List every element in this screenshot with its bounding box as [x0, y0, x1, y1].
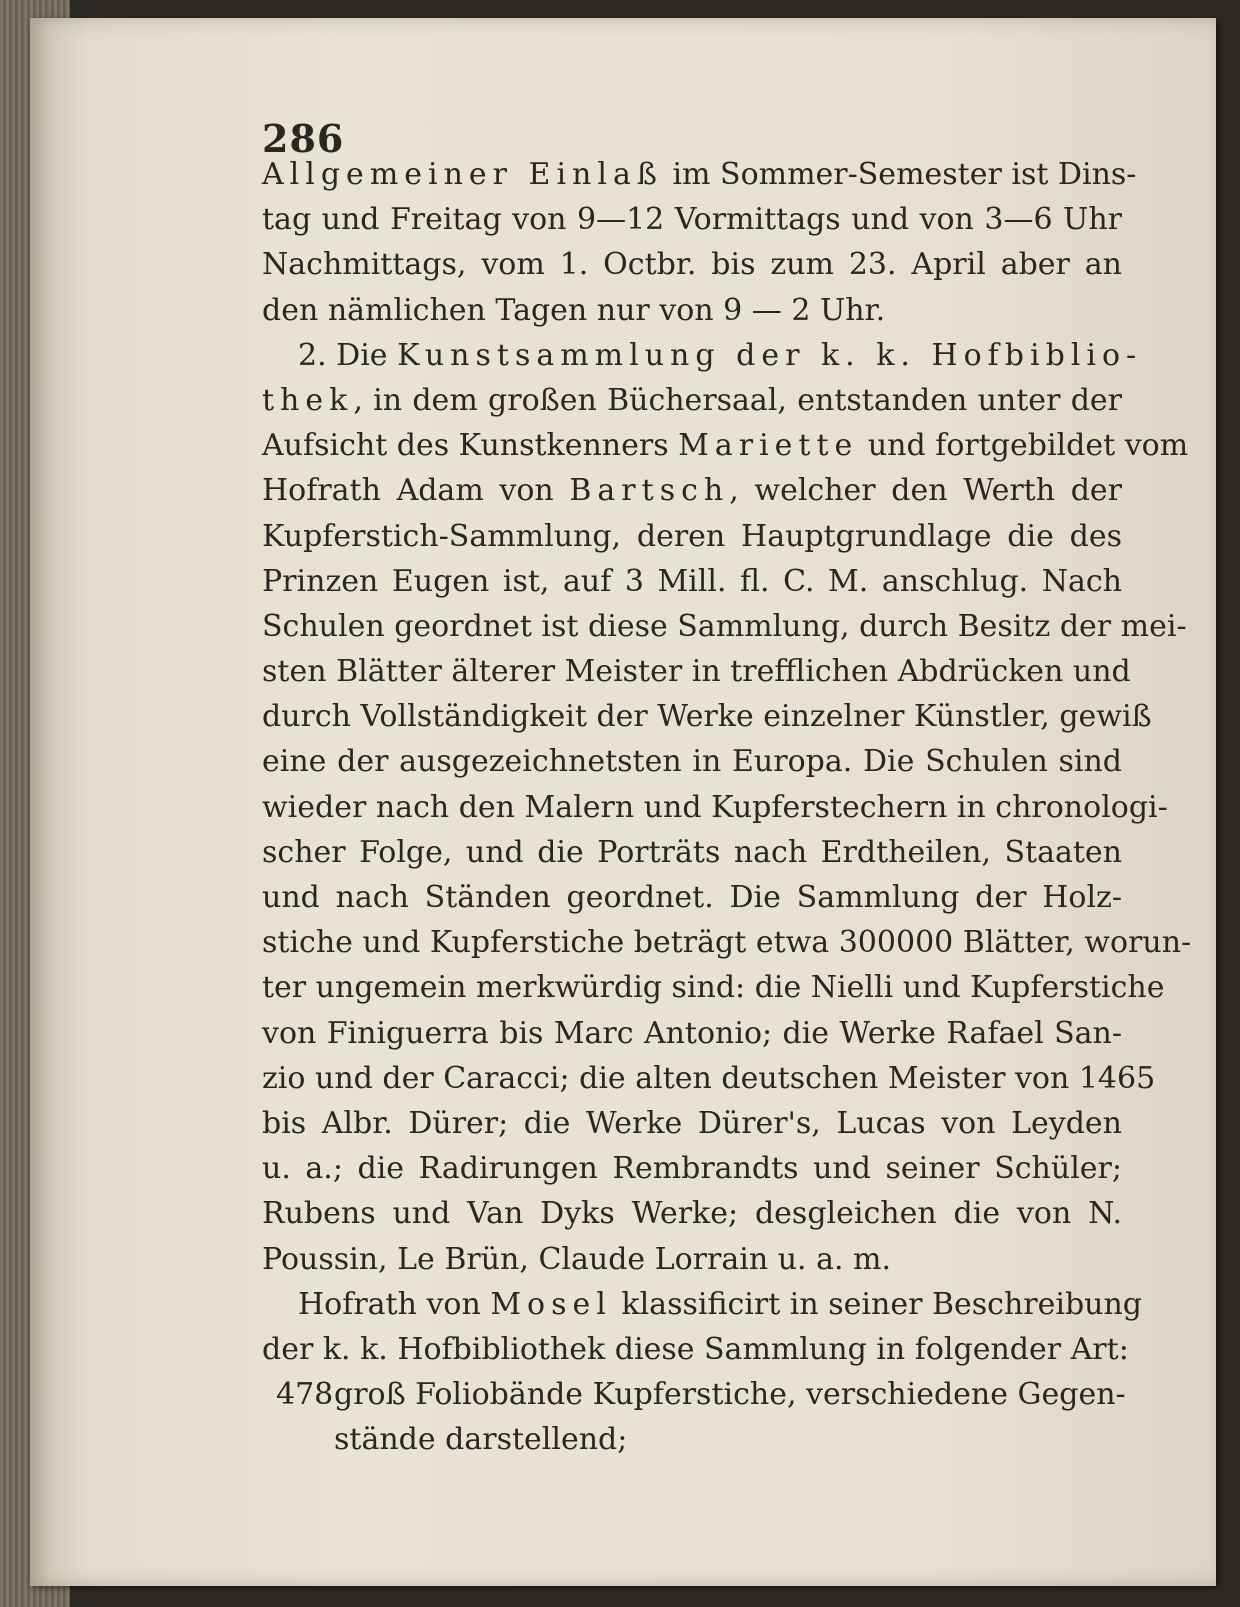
text-line: [262, 1417, 1122, 1462]
text-run: Poussin, Le Brün, Claude Lorrain u. a. m.: [262, 1241, 892, 1277]
emphasized-text: Allgemeiner Einlaß: [262, 157, 663, 192]
text-line: [262, 288, 1122, 333]
text-line: [262, 1282, 1143, 1327]
text-run: Rubens und Van Dyks Werke; desgleichen die von N.: [262, 1196, 1122, 1232]
text-run: tag und Freitag von 9—12 Vormittags und von 3—6 Uhr: [262, 202, 1122, 238]
text-line: [262, 423, 1189, 468]
emphasized-text: Mosel: [490, 1286, 612, 1322]
text-run: bis Albr. Dürer; die Werke Dürer's, Lucas von Leyden: [262, 1105, 1122, 1141]
text-line: [262, 1101, 1122, 1146]
emphasized-text: Bartsch: [569, 473, 730, 509]
text-line: [262, 875, 1122, 920]
text-line: [262, 1191, 1122, 1236]
text-run: , in dem großen Büchersaal, entstanden unter der: [353, 382, 1122, 418]
text-run: Nachmittags, vom 1. Octbr. bis zum 23. April aber an: [262, 247, 1122, 283]
text-run: durch Vollständigkeit der Werke einzelner Künstler, gewiß: [262, 699, 1152, 735]
text-run: ter ungemein merkwürdig sind: die Nielli und Kupferstiche: [262, 970, 1165, 1006]
text-line: [262, 739, 1122, 784]
text-run: wieder nach den Malern und Kupferstechern in chronologi-: [262, 789, 1168, 825]
text-run: von Finiguerra bis Marc Antonio; die Werke Rafael San-: [262, 1015, 1122, 1051]
text-line: [262, 920, 1192, 965]
text-run: klassificirt in seiner Beschreibung: [611, 1286, 1143, 1322]
text-run: 2. Die: [298, 337, 398, 373]
text-run: scher Folge, und die Porträts nach Erdtheilen, Staaten: [262, 834, 1122, 870]
text-line: [262, 333, 1143, 378]
text-line: [262, 1237, 1122, 1282]
text-run: Hofrath Adam von: [262, 473, 570, 509]
page-number: 286: [262, 116, 345, 161]
text-line: [262, 604, 1187, 649]
text-run: im Sommer-Semester ist Dins-: [662, 157, 1137, 192]
text-run: Schulen geordnet ist diese Sammlung, durch Besitz der mei-: [262, 608, 1187, 644]
text-line: [262, 152, 1137, 197]
text-run: eine der ausgezeichnetsten in Europa. Die Schulen sind: [262, 744, 1122, 780]
text-run: groß Foliobände Kupferstiche, verschiedene Gegen-: [334, 1377, 1126, 1413]
text-run: zio und der Caracci; die alten deutschen Meister von 1465: [262, 1060, 1156, 1096]
text-line: [262, 1146, 1122, 1191]
text-run: Hofrath von: [298, 1286, 491, 1322]
text-run: den nämlichen Tagen nur von 9 — 2 Uhr.: [262, 292, 886, 328]
emphasized-text: thek: [262, 382, 354, 418]
text-run: Prinzen Eugen ist, auf 3 Mill. fl. C. M. anschlug. Nach: [262, 563, 1122, 599]
item-count: 478: [276, 1377, 334, 1413]
text-line: [262, 559, 1122, 604]
emphasized-text: Kunstsammlung der k. k. Hofbiblio-: [397, 337, 1143, 373]
text-run: u. a.; die Radirungen Rembrandts und seiner Schüler;: [262, 1151, 1122, 1187]
text-line: [262, 1327, 1129, 1372]
text-line: [262, 514, 1122, 559]
body-text: [262, 152, 1192, 1462]
text-line: [262, 1011, 1122, 1056]
text-run: und fortgebildet vom: [858, 428, 1189, 464]
text-run: stände darstellend;: [334, 1422, 628, 1458]
text-run: Aufsicht des Kunstkenners: [262, 428, 679, 464]
text-line: [262, 1372, 1126, 1417]
text-line: [262, 197, 1122, 242]
emphasized-text: Mariette: [678, 428, 859, 464]
text-line: [262, 1056, 1156, 1101]
text-line: [262, 468, 1122, 513]
text-line: [262, 649, 1131, 694]
text-run: , welcher den Werth der: [729, 473, 1122, 509]
text-line: [262, 378, 1122, 423]
text-line: [262, 785, 1168, 830]
text-line: [262, 830, 1122, 875]
text-run: stiche und Kupferstiche beträgt etwa 300000 Blätter, worun-: [262, 925, 1192, 961]
text-run: und nach Ständen geordnet. Die Sammlung der Holz-: [262, 880, 1122, 915]
text-line: [262, 965, 1165, 1010]
text-run: sten Blätter älterer Meister in trefflichen Abdrücken und: [262, 654, 1131, 690]
text-run: der k. k. Hofbibliothek diese Sammlung in folgender Art:: [262, 1331, 1129, 1367]
text-run: Kupferstich-Sammlung, deren Hauptgrundlage die des: [262, 518, 1122, 554]
text-line: [262, 694, 1152, 739]
text-line: [262, 242, 1122, 287]
